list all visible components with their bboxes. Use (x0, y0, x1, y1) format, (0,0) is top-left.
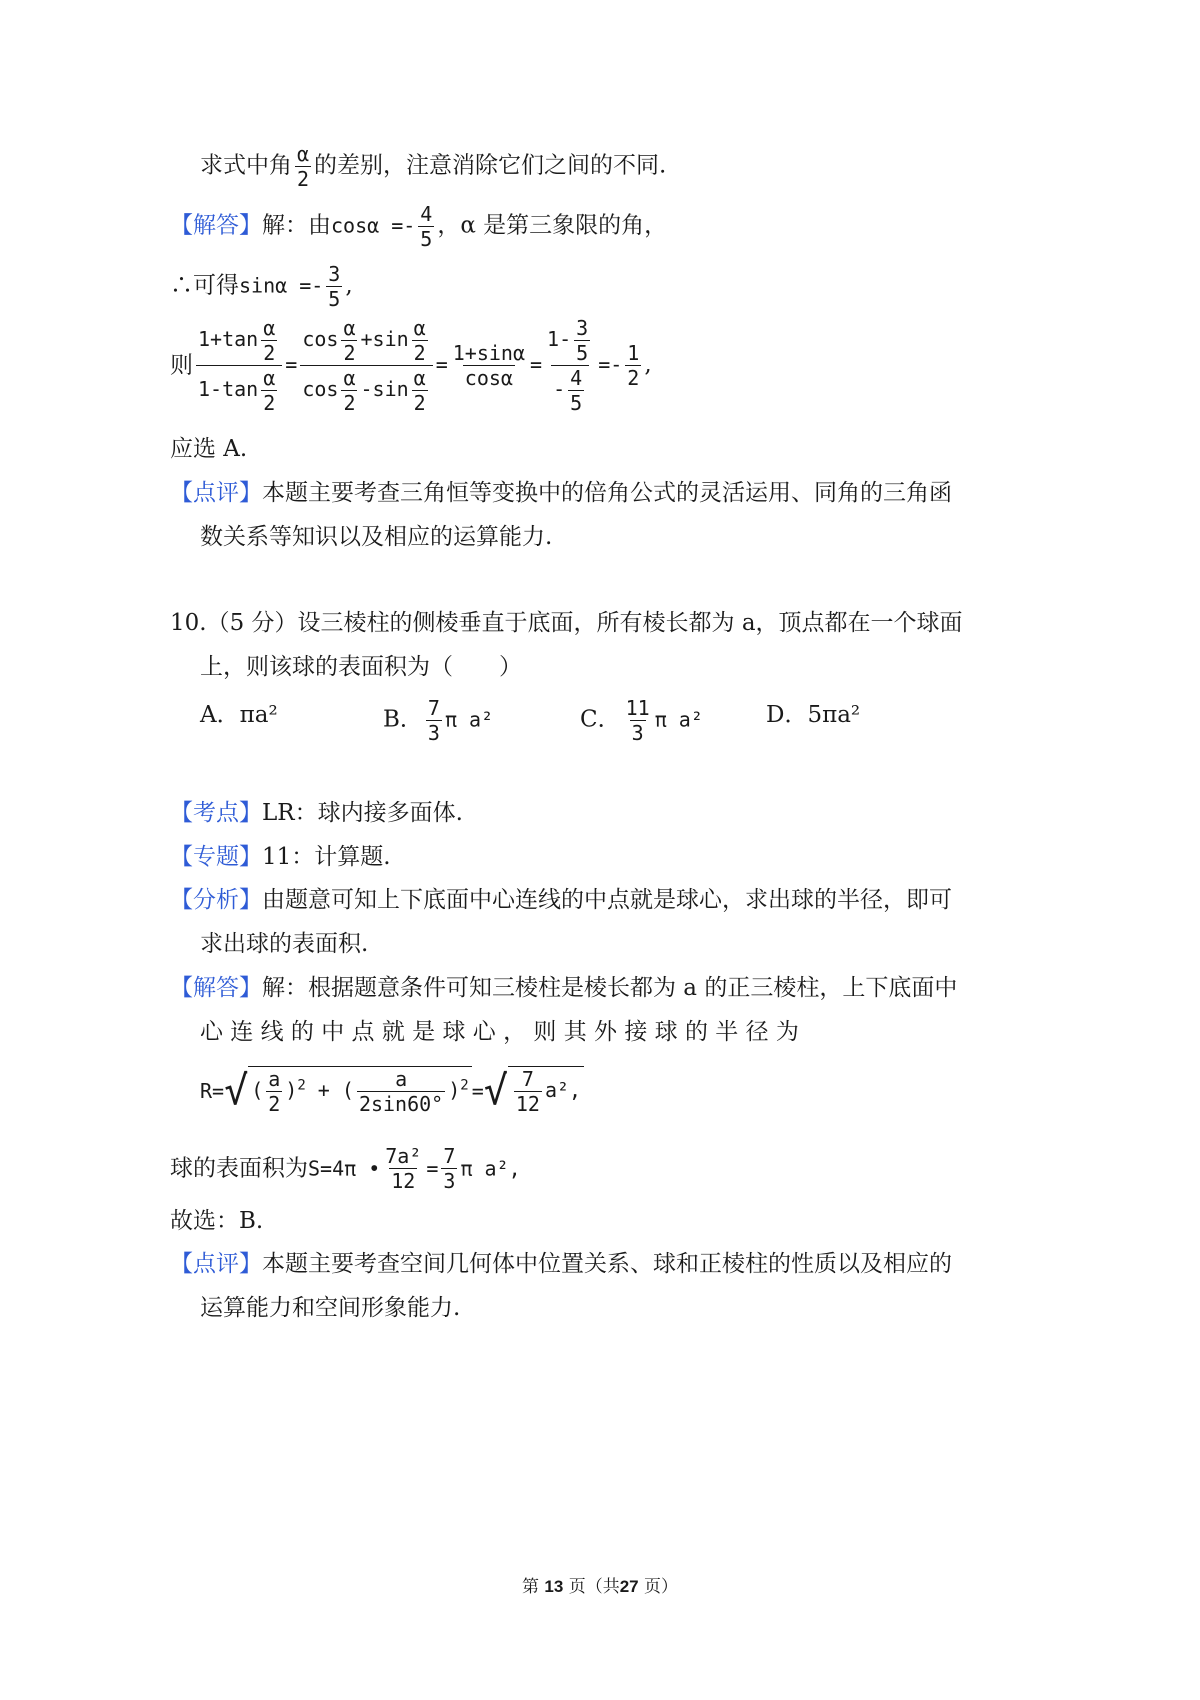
fraction-tan-ratio: 1+tan $\frac{\alpha}{2}$ 1-tan $\frac{\alpha}{2}$ (196, 316, 282, 415)
fraction-3-5: $\frac{3}{5}$ (328, 262, 341, 311)
fraction-4-5: $\frac{4}{5}$ (420, 202, 433, 251)
text: , (345, 272, 353, 299)
fraction-1plussin-over-cos: $\frac{1+\sin\alpha}{\cos\alpha}$ (452, 341, 525, 390)
text: B． (383, 706, 423, 733)
option-b (383, 696, 493, 745)
sin-expression: sinα =- (239, 273, 324, 298)
area-line (170, 1144, 521, 1193)
option-c (580, 696, 703, 745)
fenxi-line-2: 求出球的表面积. (200, 931, 369, 957)
cos-expression: cosα =- (331, 213, 416, 238)
text: 则 (170, 352, 193, 379)
text: π a² (444, 707, 494, 732)
fenxi-line-1 (170, 885, 952, 915)
kaodian-tag: 【考点】 (170, 800, 262, 826)
fraction-1-2: $\frac{1}{2}$ (627, 341, 640, 390)
jieda-tag: 【解答】 (170, 975, 262, 1001)
fenxi-tag: 【分析】 (170, 887, 262, 913)
option-a: A．πa² (200, 702, 278, 728)
text: 解：由 (262, 212, 331, 239)
kaodian-line (170, 798, 463, 828)
fraction-cos-sin-ratio: cos $\frac{\alpha}{2}$ +sin $\frac{\alpha}{2}$ cos $\frac{\alpha}{2}$ -sin $\frac{\alpha}{2}$ (300, 316, 432, 415)
fraction-7-3: $\frac{7}{3}$ (443, 1144, 456, 1193)
solution-line (170, 202, 667, 251)
text: 求式中角 (200, 152, 292, 179)
main-equation (170, 316, 652, 415)
answer-line: 应选 A. (170, 436, 248, 462)
fraction-7a2-12: $\frac{\text{7a²}}{12}$ (385, 1144, 422, 1193)
question-10-stem-1: 10.（5 分）设三棱柱的侧棱垂直于底面，所有棱长都为 a，顶点都在一个球面 (170, 610, 963, 636)
text: π a² (654, 707, 703, 732)
text: 球的表面积为 (170, 1155, 308, 1182)
zhuanti-line (170, 842, 391, 872)
equals: = (435, 352, 448, 377)
analysis-continuation (200, 142, 666, 191)
text: 解：根据题意条件可知三棱柱是棱长都为 a 的正三棱柱，上下底面中 (262, 975, 958, 1001)
radius-formula: R=√ ( $\frac{a}{2}$ )$^2$ + ( $\frac{a}{2\sin 60^\circ}$ )$^2$ =√ $\frac{7}{12}$ a², (200, 1066, 584, 1116)
solution-tag: 【解答】 (170, 212, 262, 239)
fraction-numeric: 1- $\frac{3}{5}$ - $\frac{4}{5}$ (547, 316, 589, 415)
text: 本题主要考查空间几何体中位置关系、球和正棱柱的性质以及相应的 (262, 1251, 952, 1277)
text: 的差别，注意消除它们之间的不同. (314, 152, 667, 179)
equals: = (598, 352, 611, 377)
text: 第 (521, 1577, 539, 1597)
option-d: D．5πa² (766, 702, 861, 728)
jieda-line-2: 心 连 线 的 中 点 就 是 球 心 ， 则 其 外 接 球 的 半 径 为 (200, 1019, 799, 1045)
text: 由题意可知上下底面中心连线的中点就是球心，求出球的半径，即可 (262, 887, 952, 913)
minus: - (610, 352, 623, 377)
text: 本题主要考查三角恒等变换中的倍角公式的灵活运用、同角的三角函 (262, 480, 952, 506)
therefore-line (170, 262, 353, 311)
text: 页） (644, 1577, 679, 1597)
text: LR：球内接多面体. (262, 800, 463, 826)
fraction-alpha-over-2: $\frac{\alpha}{2}$ (297, 142, 310, 191)
text: ∴可得 (170, 272, 239, 299)
page-footer (0, 1572, 1200, 1597)
guxuan-line: 故选：B. (170, 1208, 264, 1234)
text: S=4π • (308, 1156, 381, 1181)
text: π a², (460, 1156, 521, 1181)
zhuanti-tag: 【专题】 (170, 844, 262, 870)
total-pages: 27 (619, 1577, 639, 1596)
text: ，α 是第三象限的角， (437, 212, 668, 239)
equals: = (285, 352, 298, 377)
equals: = (530, 352, 543, 377)
dianping-line-1 (170, 1249, 952, 1279)
text: , (644, 351, 652, 378)
equals: = (426, 1156, 439, 1181)
jieda-line-1 (170, 973, 957, 1003)
sqrt-expression: ( $\frac{a}{2}$ )$^2$ + ( $\frac{a}{2\sin 60^\circ}$ )$^2$ (248, 1066, 472, 1116)
text: 11：计算题. (262, 844, 391, 870)
comment-line-2: 数关系等知识以及相应的运算能力. (200, 524, 553, 550)
fraction-7-3: $\frac{7}{3}$ (427, 696, 440, 745)
comment-tag: 【点评】 (170, 480, 262, 506)
text: 页（共 (568, 1577, 620, 1597)
dianping-line-2: 运算能力和空间形象能力. (200, 1295, 461, 1321)
dianping-tag: 【点评】 (170, 1251, 262, 1277)
text: C． (580, 706, 621, 733)
question-10-stem-2: 上，则该球的表面积为（ ） (200, 654, 522, 680)
page-number: 13 (544, 1577, 564, 1596)
comment-line-1 (170, 478, 952, 508)
text: R= (200, 1079, 225, 1103)
fraction-11-3: $\frac{11}{3}$ (625, 696, 650, 745)
